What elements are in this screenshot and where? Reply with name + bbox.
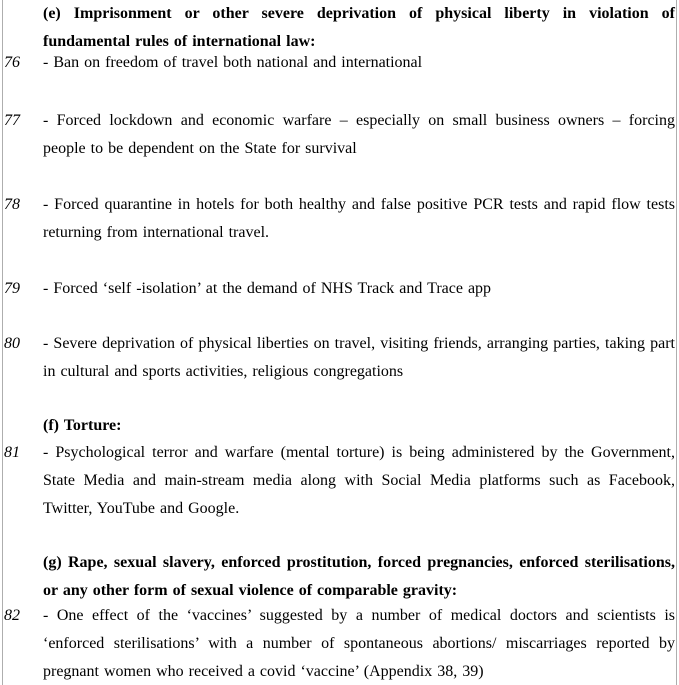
paragraph-number: 77 [4, 112, 20, 129]
paragraph-text: - Forced lockdown and economic warfare – especially on small business owners – forcing people to be dependent on the State for survival [43, 112, 675, 157]
section-heading-text: (f) Torture: [43, 417, 122, 434]
paragraph-text: - Severe deprivation of physical liberties on travel, visiting friends, arranging parties, taking part in cultural and sports activities, religious congregations [43, 335, 675, 380]
paragraph-76 [0, 49, 679, 77]
paragraph-text: - Ban on freedom of travel both national and international [43, 54, 423, 71]
paragraph-number: 82 [4, 607, 20, 624]
section-heading-f [0, 412, 679, 440]
paragraph-79 [0, 275, 679, 303]
paragraph-number: 81 [4, 444, 20, 461]
paragraph-80 [0, 330, 679, 386]
paragraph-78 [0, 191, 679, 247]
section-heading-e [0, 0, 679, 56]
paragraph-text: - Forced quarantine in hotels for both healthy and false positive PCR tests and rapid flow tests returning from international travel. [43, 196, 675, 241]
section-heading-g [0, 549, 679, 605]
paragraph-81 [0, 439, 679, 523]
section-heading-text: (e) Imprisonment or other severe deprivation of physical liberty in violation of fundamental rules of international law: [43, 5, 675, 50]
paragraph-number: 80 [4, 335, 20, 352]
paragraph-number: 76 [4, 54, 20, 71]
paragraph-text: - Forced ‘self -isolation’ at the demand of NHS Track and Trace app [43, 280, 492, 297]
paragraph-77 [0, 107, 679, 163]
paragraph-text: - One effect of the ‘vaccines’ suggested by a number of medical doctors and scientists is ‘enforced sterilisations’ with a number of spontaneous abortions/ miscarriages reported by pregnant women who received a covid ‘vaccine’ (Appendix 38, 39) [43, 607, 675, 680]
paragraph-82 [0, 602, 679, 685]
paragraph-number: 79 [4, 280, 20, 297]
paragraph-number: 78 [4, 196, 20, 213]
paragraph-text: - Psychological terror and warfare (mental torture) is being administered by the Government, State Media and main-stream media along with Social Media platforms such as Facebook, Twitter, YouTube and Google. [43, 444, 675, 517]
section-heading-text: (g) Rape, sexual slavery, enforced prostitution, forced pregnancies, enforced sterilisations, or any other form of sexual violence of comparable gravity: [43, 554, 675, 599]
